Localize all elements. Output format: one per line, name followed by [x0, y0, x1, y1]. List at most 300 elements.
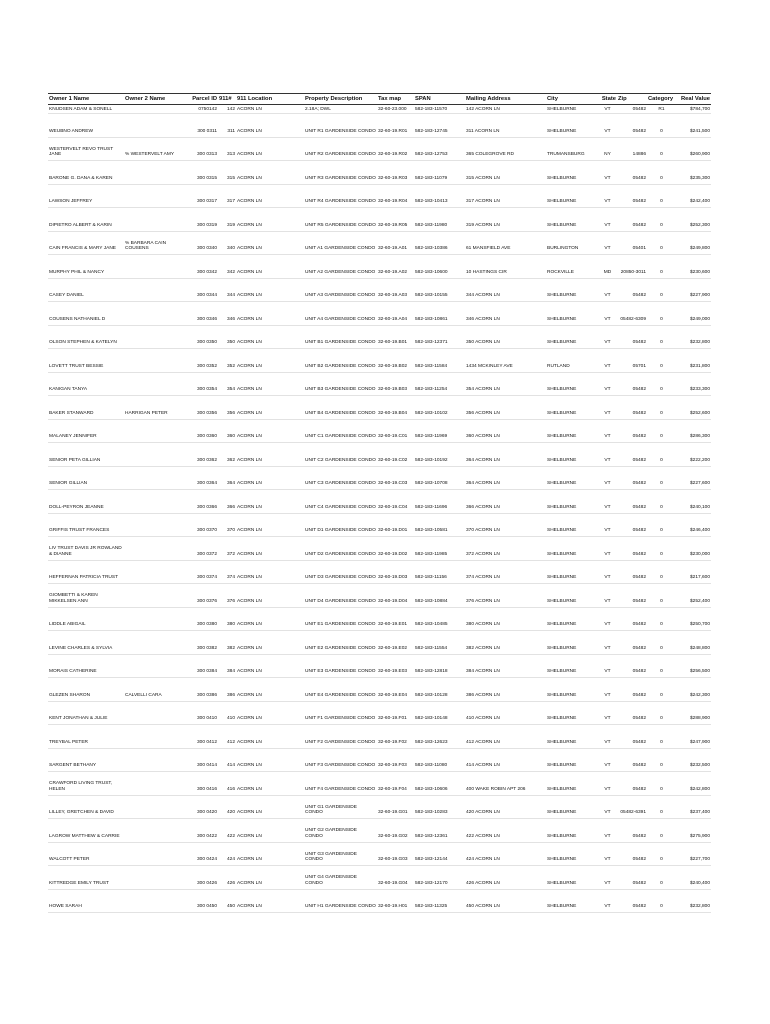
cell-owner1-text: BAKER STANWARD — [49, 410, 94, 416]
cell-911-number — [218, 842, 236, 866]
cell-911-number-text: 311 — [227, 128, 235, 134]
cell-real-value-text: $242,300 — [689, 692, 710, 698]
cell-911-number-text: 346 — [226, 316, 235, 322]
cell-city — [546, 513, 598, 537]
cell-real-value-text: $249,000 — [689, 316, 710, 322]
header-911-number: 911# — [218, 94, 236, 105]
cell-911-number-text: 410 — [226, 716, 235, 722]
cell-span-text: 582-183-11584 — [415, 363, 448, 369]
cell-911-location — [236, 419, 304, 443]
cell-city — [546, 184, 598, 208]
cell-span — [414, 466, 465, 490]
cell-911-number — [218, 513, 236, 537]
cell-parcel-id — [188, 866, 218, 890]
cell-parcel-id — [188, 513, 218, 537]
cell-911-location — [236, 208, 304, 232]
cell-category-text: 0 — [660, 669, 663, 675]
cell-tax-map-text: 32-60-19.R04 — [378, 199, 408, 205]
header-tax-map: Tax map — [377, 94, 414, 105]
cell-category-text: 0 — [660, 128, 663, 134]
cell-911-number-text: 450 — [226, 904, 235, 910]
cell-zip — [617, 105, 647, 114]
cell-parcel-id-text: 300 0374 — [196, 575, 217, 581]
cell-owner1 — [48, 772, 124, 796]
cell-category-text: 0 — [660, 316, 663, 322]
cell-tax-map-text: 32-60-19.B01 — [378, 340, 408, 346]
table-row — [48, 349, 711, 373]
cell-parcel-id-text: 300 0360 — [196, 434, 217, 440]
cell-mailing-address — [465, 372, 546, 396]
cell-zip — [617, 866, 647, 890]
cell-911-location-text: ACORN LN — [237, 504, 262, 510]
cell-911-location-text: ACORN LN — [237, 763, 262, 769]
cell-state — [598, 419, 617, 443]
cell-owner1 — [48, 325, 124, 349]
cell-parcel-id — [188, 349, 218, 373]
cell-real-value — [676, 819, 711, 843]
cell-real-value — [676, 396, 711, 420]
cell-owner2 — [124, 278, 188, 302]
cell-real-value — [676, 278, 711, 302]
cell-owner1-text: GIOMBETTI & KAREN MIKKELSEN ANN — [49, 593, 98, 604]
cell-real-value — [676, 701, 711, 725]
cell-state-text: VT — [604, 833, 611, 839]
cell-911-location-text: ACORN LN — [237, 410, 262, 416]
cell-tax-map — [377, 819, 414, 843]
cell-owner1-text: KITTREDGE EMILY TRUST — [49, 880, 109, 886]
cell-911-location — [236, 748, 304, 772]
table-row — [48, 137, 711, 161]
cell-category-text: 0 — [660, 387, 663, 393]
cell-real-value — [676, 631, 711, 655]
cell-911-location-text: ACORN LN — [237, 551, 262, 557]
cell-mailing-address — [465, 631, 546, 655]
cell-owner2 — [124, 701, 188, 725]
cell-owner1 — [48, 560, 124, 584]
cell-mailing-address-text: 422 ACORN LN — [466, 833, 500, 839]
cell-owner1-text: LIV TRUST DAVIS JR ROWLAND & DIANNE — [49, 546, 122, 557]
cell-category — [647, 443, 676, 467]
cell-tax-map-text: 32-60-19.A02 — [378, 269, 408, 275]
cell-zip-text: 05482 — [632, 669, 646, 675]
table-row — [48, 443, 711, 467]
cell-state-text: VT — [604, 481, 611, 487]
table-row — [48, 105, 711, 114]
cell-owner1-text: LEVINE CHARLES & SYLVIA — [49, 645, 113, 651]
cell-mailing-address — [465, 255, 546, 279]
cell-911-number — [218, 466, 236, 490]
cell-mailing-address — [465, 560, 546, 584]
cell-property-description-text: UNIT F1 GARDENSIDE CONDO — [305, 716, 376, 722]
cell-parcel-id — [188, 607, 218, 631]
cell-911-number-text: 420 — [226, 810, 235, 816]
table-row — [48, 419, 711, 443]
cell-911-number — [218, 184, 236, 208]
cell-property-description — [304, 114, 377, 138]
cell-property-description-text: UNIT G1 GARDENSIDE CONDO — [305, 804, 357, 816]
cell-911-number-text: 382 — [226, 645, 235, 651]
cell-real-value — [676, 105, 711, 114]
cell-zip — [617, 772, 647, 796]
cell-zip-text: 05482 — [632, 481, 646, 487]
cell-owner1 — [48, 419, 124, 443]
cell-city — [546, 490, 598, 514]
cell-parcel-id — [188, 255, 218, 279]
cell-mailing-address-text: 410 ACORN LN — [466, 716, 500, 722]
cell-911-location — [236, 114, 304, 138]
cell-category — [647, 255, 676, 279]
cell-parcel-id-text: 300 0366 — [196, 504, 217, 510]
cell-911-location-text: ACORN LN — [237, 786, 262, 792]
cell-span — [414, 748, 465, 772]
cell-real-value — [676, 889, 711, 913]
cell-property-description-text: UNIT E3 GARDENSIDE CONDO — [305, 669, 376, 675]
cell-property-description — [304, 678, 377, 702]
cell-owner1-text: SENIOR PETA GILLIAN — [49, 457, 101, 463]
cell-911-location — [236, 560, 304, 584]
cell-911-number-text: 356 — [226, 410, 235, 416]
cell-span — [414, 584, 465, 608]
cell-category — [647, 584, 676, 608]
cell-city — [546, 255, 598, 279]
cell-state — [598, 772, 617, 796]
cell-zip — [617, 349, 647, 373]
cell-state-text: VT — [604, 669, 611, 675]
cell-tax-map-text: 32-60-19.F03 — [378, 763, 407, 769]
header-mailing-address: Mailing Address — [465, 94, 546, 105]
cell-911-location-text: ACORN LN — [237, 810, 262, 816]
cell-zip-text: 05401 — [632, 246, 646, 252]
cell-mailing-address — [465, 725, 546, 749]
cell-911-number — [218, 607, 236, 631]
cell-property-description — [304, 372, 377, 396]
cell-real-value — [676, 419, 711, 443]
cell-owner2 — [124, 537, 188, 561]
cell-real-value-text: $227,600 — [689, 481, 710, 487]
cell-owner1-text: MORAIS CATHERINE — [49, 669, 97, 675]
cell-tax-map-text: 32-60-19.C01 — [378, 434, 408, 440]
cell-zip-text: 05482 — [632, 410, 646, 416]
cell-zip — [617, 278, 647, 302]
cell-span — [414, 607, 465, 631]
cell-real-value-text: $286,300 — [689, 434, 710, 440]
table-row — [48, 631, 711, 655]
cell-zip-text: 05482-6391 — [620, 810, 646, 816]
cell-911-number — [218, 819, 236, 843]
cell-owner2 — [124, 325, 188, 349]
cell-tax-map — [377, 772, 414, 796]
cell-city-text: SHELBURNE — [547, 107, 577, 113]
cell-911-number — [218, 866, 236, 890]
cell-parcel-id-text: 300 0352 — [196, 363, 217, 369]
cell-tax-map — [377, 349, 414, 373]
table-row — [48, 678, 711, 702]
cell-state — [598, 255, 617, 279]
cell-owner1 — [48, 607, 124, 631]
cell-property-description-text: UNIT D1 GARDENSIDE CONDO — [305, 528, 376, 534]
cell-category — [647, 819, 676, 843]
cell-parcel-id — [188, 678, 218, 702]
cell-911-location — [236, 513, 304, 537]
cell-parcel-id — [188, 466, 218, 490]
cell-911-location-text: ACORN LN — [237, 316, 262, 322]
cell-911-location — [236, 325, 304, 349]
cell-parcel-id — [188, 372, 218, 396]
cell-category-text: 0 — [660, 152, 663, 158]
table-row — [48, 114, 711, 138]
cell-911-number-text: 352 — [226, 363, 235, 369]
cell-911-number — [218, 349, 236, 373]
cell-911-number — [218, 748, 236, 772]
cell-parcel-id — [188, 396, 218, 420]
cell-span-text: 582-183-12753 — [415, 152, 448, 158]
cell-city — [546, 701, 598, 725]
cell-category-text: 0 — [660, 175, 663, 181]
cell-zip — [617, 607, 647, 631]
property-table — [48, 93, 711, 913]
cell-tax-map — [377, 443, 414, 467]
table-row — [48, 772, 711, 796]
cell-real-value-text: $230,000 — [689, 551, 710, 557]
cell-category — [647, 795, 676, 819]
cell-911-number — [218, 105, 236, 114]
cell-real-value — [676, 255, 711, 279]
cell-category-text: 0 — [660, 410, 663, 416]
cell-tax-map-text: 32-60-19.B02 — [378, 363, 408, 369]
cell-owner1 — [48, 631, 124, 655]
cell-owner2 — [124, 560, 188, 584]
cell-owner1-text: TREYBAL PETER — [49, 739, 89, 745]
cell-owner1-text: SARGENT BETHANY — [49, 763, 97, 769]
cell-zip — [617, 819, 647, 843]
cell-state — [598, 584, 617, 608]
cell-real-value — [676, 372, 711, 396]
cell-state — [598, 349, 617, 373]
cell-category — [647, 325, 676, 349]
table-row — [48, 748, 711, 772]
cell-span — [414, 349, 465, 373]
cell-city-text: SHELBURNE — [547, 763, 577, 769]
cell-tax-map — [377, 537, 414, 561]
cell-911-number — [218, 302, 236, 326]
cell-property-description-text: UNIT G3 GARDENSIDE CONDO — [305, 851, 357, 863]
cell-property-description — [304, 701, 377, 725]
cell-city-text: SHELBURNE — [547, 128, 577, 134]
cell-owner1 — [48, 725, 124, 749]
cell-state-text: VT — [604, 739, 611, 745]
cell-owner1 — [48, 137, 124, 161]
cell-zip-text: 05701 — [632, 363, 646, 369]
cell-property-description-text: UNIT E2 GARDENSIDE CONDO — [305, 645, 376, 651]
cell-span-text: 582-183-11980 — [415, 222, 448, 228]
cell-tax-map-text: 32-60-19.E03 — [378, 669, 408, 675]
cell-real-value-text: $256,500 — [689, 669, 710, 675]
cell-owner2 — [124, 105, 188, 114]
cell-span — [414, 701, 465, 725]
cell-tax-map — [377, 701, 414, 725]
cell-mailing-address — [465, 889, 546, 913]
cell-state-text: VT — [604, 857, 611, 863]
cell-tax-map — [377, 748, 414, 772]
cell-mailing-address-text: 380 ACORN LN — [466, 622, 500, 628]
cell-city-text: SHELBURNE — [547, 622, 577, 628]
cell-property-description — [304, 490, 377, 514]
cell-state-text: VT — [604, 504, 611, 510]
cell-911-number — [218, 725, 236, 749]
cell-owner1 — [48, 701, 124, 725]
cell-owner1-text: LAGROW MATTHEW & CARRIE — [49, 833, 120, 839]
cell-911-location — [236, 372, 304, 396]
cell-owner1 — [48, 105, 124, 114]
cell-state-text: VT — [604, 692, 611, 698]
cell-city — [546, 584, 598, 608]
cell-span — [414, 819, 465, 843]
cell-city-text: SHELBURNE — [547, 410, 577, 416]
cell-owner1-text: WALCOTT PETER — [49, 857, 90, 863]
cell-state-text: VT — [604, 763, 611, 769]
cell-real-value-text: $242,400 — [689, 199, 710, 205]
cell-zip — [617, 466, 647, 490]
cell-owner2 — [124, 748, 188, 772]
cell-span-text: 582-183-11696 — [415, 504, 448, 510]
cell-zip — [617, 302, 647, 326]
cell-city-text: SHELBURNE — [547, 175, 577, 181]
cell-real-value — [676, 161, 711, 185]
cell-property-description — [304, 278, 377, 302]
cell-owner2 — [124, 137, 188, 161]
cell-real-value-text: $222,200 — [689, 457, 710, 463]
cell-911-number — [218, 654, 236, 678]
cell-tax-map-text: 32-60-19.R05 — [378, 222, 408, 228]
cell-mailing-address — [465, 396, 546, 420]
cell-city-text: SHELBURNE — [547, 833, 577, 839]
cell-parcel-id-text: 300 0414 — [196, 763, 217, 769]
cell-category-text: 0 — [660, 904, 663, 910]
cell-zip-text: 05482 — [632, 692, 646, 698]
cell-real-value-text: $227,900 — [689, 293, 710, 299]
cell-parcel-id — [188, 161, 218, 185]
cell-owner2 — [124, 396, 188, 420]
cell-zip — [617, 184, 647, 208]
cell-owner1 — [48, 161, 124, 185]
cell-tax-map-text: 32-60-19.G02 — [378, 833, 408, 839]
cell-real-value — [676, 302, 711, 326]
cell-911-location — [236, 349, 304, 373]
cell-category-text: 0 — [660, 598, 663, 604]
cell-owner1-text: CRAWFORD LIVING TRUST, HELEN — [49, 781, 113, 792]
cell-category-text: 0 — [660, 293, 663, 299]
cell-parcel-id-text: 300 0422 — [196, 833, 217, 839]
cell-category-text: 0 — [660, 692, 663, 698]
cell-mailing-address-text: 382 ACORN LN — [466, 645, 500, 651]
cell-property-description — [304, 725, 377, 749]
cell-zip — [617, 842, 647, 866]
cell-parcel-id-text: 300 0380 — [196, 622, 217, 628]
cell-911-number-text: 344 — [226, 293, 235, 299]
cell-category-text: 0 — [660, 857, 663, 863]
cell-owner2 — [124, 866, 188, 890]
cell-category-text: 0 — [660, 434, 663, 440]
cell-mailing-address — [465, 678, 546, 702]
cell-911-location-text: ACORN LN — [237, 528, 262, 534]
cell-state — [598, 866, 617, 890]
cell-owner1-text: CASEY DANIEL — [49, 293, 84, 299]
cell-state — [598, 701, 617, 725]
cell-tax-map — [377, 208, 414, 232]
cell-category — [647, 654, 676, 678]
cell-tax-map — [377, 114, 414, 138]
cell-city — [546, 137, 598, 161]
cell-property-description — [304, 631, 377, 655]
cell-911-location-text: ACORN LN — [237, 669, 262, 675]
cell-mailing-address-text: 376 ACORN LN — [466, 598, 500, 604]
cell-city — [546, 607, 598, 631]
cell-zip — [617, 513, 647, 537]
cell-owner1 — [48, 349, 124, 373]
cell-mailing-address-text: 400 WAKE ROBIN APT 206 — [466, 786, 526, 792]
table-row — [48, 560, 711, 584]
cell-category-text: 0 — [660, 575, 663, 581]
cell-owner2 — [124, 184, 188, 208]
cell-city — [546, 678, 598, 702]
cell-owner1 — [48, 819, 124, 843]
cell-911-location-text: ACORN LN — [237, 387, 262, 393]
cell-mailing-address — [465, 842, 546, 866]
cell-city — [546, 105, 598, 114]
cell-parcel-id-text: 300 0313 — [196, 152, 217, 158]
cell-911-number-text: 384 — [226, 669, 235, 675]
cell-parcel-id — [188, 654, 218, 678]
cell-real-value — [676, 325, 711, 349]
cell-911-number-text: 372 — [226, 551, 235, 557]
header-911-location: 911 Location — [236, 94, 304, 105]
cell-real-value — [676, 490, 711, 514]
cell-span — [414, 725, 465, 749]
cell-911-location-text: ACORN LN — [237, 152, 262, 158]
cell-zip — [617, 114, 647, 138]
cell-tax-map-text: 32-60-19.G01 — [378, 810, 408, 816]
cell-city — [546, 631, 598, 655]
cell-city — [546, 772, 598, 796]
cell-category — [647, 889, 676, 913]
cell-mailing-address — [465, 513, 546, 537]
cell-property-description-text: UNIT R1 GARDENSIDE CONDO — [305, 128, 376, 134]
header-owner1: Owner 1 Name — [48, 94, 124, 105]
cell-owner1 — [48, 678, 124, 702]
cell-911-location-text: ACORN LN — [237, 857, 262, 863]
cell-zip-text: 05482 — [632, 528, 646, 534]
cell-city — [546, 819, 598, 843]
header-owner2: Owner 2 Name — [124, 94, 188, 105]
cell-city-text: SHELBURNE — [547, 293, 577, 299]
cell-911-location-text: ACORN LN — [237, 833, 262, 839]
cell-city — [546, 231, 598, 255]
cell-owner1 — [48, 396, 124, 420]
cell-owner1-text: GRIFFIS TRUST FRANCES — [49, 528, 110, 534]
cell-911-number-text: 422 — [226, 833, 235, 839]
cell-real-value-text: $260,900 — [689, 152, 710, 158]
cell-span-text: 582-183-11079 — [415, 175, 448, 181]
cell-911-number — [218, 419, 236, 443]
cell-owner1 — [48, 255, 124, 279]
cell-owner1-text: LIDDLE ABIGAIL — [49, 622, 86, 628]
cell-property-description — [304, 513, 377, 537]
cell-state-text: VT — [604, 645, 611, 651]
cell-mailing-address — [465, 490, 546, 514]
cell-mailing-address — [465, 184, 546, 208]
cell-owner2 — [124, 114, 188, 138]
cell-real-value-text: $240,400 — [689, 880, 710, 886]
